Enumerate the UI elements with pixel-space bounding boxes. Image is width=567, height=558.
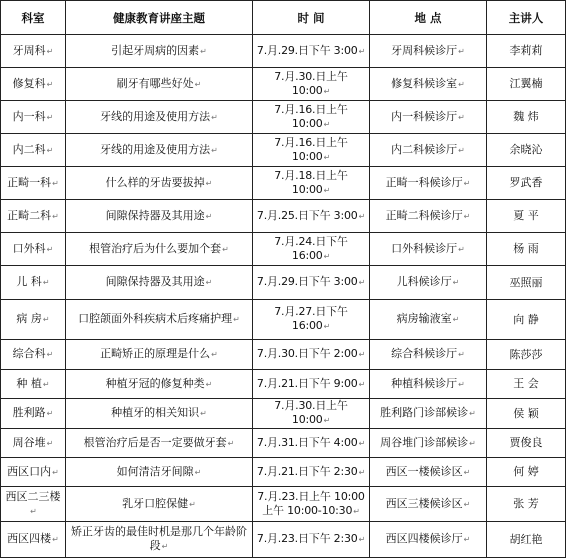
time-cell-text: 7.月.29.日下午 3:00	[256, 43, 358, 57]
speaker-cell-text: 何 婷	[513, 465, 539, 478]
header-time: 时 间	[253, 1, 370, 35]
speaker-cell	[487, 134, 566, 167]
topic-cell	[66, 266, 253, 300]
paragraph-mark-icon: ↵	[194, 467, 202, 477]
speaker-cell-text: 罗武香	[509, 176, 543, 189]
dept-cell	[1, 167, 66, 200]
paragraph-mark-icon: ↵	[161, 542, 169, 551]
header-dept: 科室	[1, 1, 66, 35]
paragraph-mark-icon: ↵	[358, 467, 366, 477]
paragraph-mark-icon: ↵	[458, 350, 465, 359]
paragraph-mark-icon: ↵	[30, 506, 37, 516]
speaker-cell	[487, 429, 566, 458]
time-cell	[253, 35, 370, 68]
topic-cell	[66, 200, 253, 233]
dept-cell-text: 牙周科	[12, 43, 46, 57]
topic-cell-text: 牙线的用途及使用方法	[100, 109, 211, 123]
topic-cell	[66, 134, 253, 167]
table-row	[1, 487, 566, 522]
speaker-cell-text: 王 会	[513, 377, 539, 390]
paragraph-mark-icon: ↵	[323, 119, 331, 129]
paragraph-mark-icon: ↵	[458, 112, 465, 122]
time-cell-text: 7.月.30.日上午 10:00	[274, 69, 348, 97]
table-row	[1, 68, 566, 101]
speaker-cell	[487, 522, 566, 558]
time-cell-text: 7.月.31.日下午 4:00	[256, 435, 358, 449]
paragraph-mark-icon: ↵	[46, 46, 54, 56]
paragraph-mark-icon: ↵	[323, 152, 331, 162]
place-cell	[370, 300, 487, 340]
topic-cell	[66, 487, 253, 522]
topic-cell	[66, 233, 253, 266]
paragraph-mark-icon: ↵	[200, 409, 207, 418]
topic-cell	[66, 101, 253, 134]
place-cell-text: 西区三楼候诊区	[385, 496, 463, 510]
header-topic: 健康教育讲座主题	[66, 1, 253, 35]
dept-cell-text: 种 植	[16, 376, 42, 390]
topic-cell-text: 根管治疗后是否一定要做牙套	[83, 435, 227, 449]
place-cell	[370, 266, 487, 300]
paragraph-mark-icon: ↵	[469, 438, 476, 448]
paragraph-mark-icon: ↵	[463, 535, 471, 544]
place-cell-text: 种植科候诊厅	[391, 376, 458, 390]
paragraph-mark-icon: ↵	[46, 244, 54, 254]
dept-cell	[1, 101, 66, 134]
dept-cell-text: 西区四楼	[7, 532, 52, 545]
time-cell-text: 7.月.30.日上午 10:00	[274, 399, 348, 426]
time-cell-text: 7.月.16.日上午 10:00	[274, 102, 348, 130]
paragraph-mark-icon: ↵	[358, 46, 366, 56]
time-cell-text: 7.月.16.日上午 10:00	[274, 135, 348, 163]
time-cell	[253, 200, 370, 233]
speaker-cell-text: 巫照丽	[509, 275, 543, 289]
speaker-cell-text: 夏 平	[513, 209, 539, 222]
place-cell-text: 口外科候诊厅	[391, 241, 458, 255]
topic-cell	[66, 167, 253, 200]
time-cell-text: 7.月.21.日下午 2:30	[256, 464, 358, 478]
time-cell-text: 7.月.25.日下午 3:00	[256, 208, 358, 222]
paragraph-mark-icon: ↵	[458, 145, 465, 155]
dept-cell	[1, 399, 66, 429]
time-cell	[253, 399, 370, 429]
table-row	[1, 101, 566, 134]
topic-cell-text: 刷牙有哪些好处	[116, 76, 194, 90]
dept-cell	[1, 200, 66, 233]
place-cell	[370, 101, 487, 134]
paragraph-mark-icon: ↵	[205, 379, 213, 389]
topic-cell	[66, 399, 253, 429]
time-cell	[253, 266, 370, 300]
paragraph-mark-icon: ↵	[323, 416, 331, 425]
place-cell	[370, 458, 487, 487]
paragraph-mark-icon: ↵	[463, 499, 471, 509]
paragraph-mark-icon: ↵	[205, 178, 213, 188]
paragraph-mark-icon: ↵	[358, 535, 366, 544]
paragraph-mark-icon: ↵	[46, 409, 54, 418]
place-cell-text: 修复科候诊室	[391, 76, 458, 90]
paragraph-mark-icon: ↵	[323, 251, 331, 261]
time-cell	[253, 458, 370, 487]
table-row	[1, 35, 566, 68]
paragraph-mark-icon: ↵	[323, 86, 331, 96]
speaker-cell-text: 贾俊良	[509, 436, 543, 449]
time-cell	[253, 233, 370, 266]
place-cell-text: 正畸一科候诊厅	[385, 175, 463, 189]
time-cell-text: 7.月.23.日上午 10:00上午 10:00-10:30	[257, 489, 365, 517]
dept-cell	[1, 370, 66, 399]
topic-cell-text: 引起牙周病的因素	[111, 43, 200, 57]
dept-cell-text: 西区二三楼	[5, 489, 61, 503]
table-row	[1, 399, 566, 429]
place-cell-text: 病房输液室	[396, 312, 452, 325]
time-cell	[253, 134, 370, 167]
paragraph-mark-icon: ↵	[452, 278, 460, 287]
place-cell	[370, 233, 487, 266]
paragraph-mark-icon: ↵	[227, 438, 235, 448]
table-row	[1, 233, 566, 266]
speaker-cell	[487, 370, 566, 399]
time-cell	[253, 300, 370, 340]
table-row	[1, 458, 566, 487]
place-cell-text: 西区四楼候诊厅	[385, 532, 463, 545]
time-cell	[253, 487, 370, 522]
paragraph-mark-icon: ↵	[358, 438, 366, 448]
dept-cell-text: 内二科	[12, 142, 46, 156]
dept-cell	[1, 458, 66, 487]
time-cell	[253, 167, 370, 200]
speaker-cell-text: 张 芳	[513, 497, 539, 510]
paragraph-mark-icon: ↵	[52, 178, 59, 188]
paragraph-mark-icon: ↵	[200, 46, 207, 56]
speaker-cell-text: 余晓沁	[509, 143, 543, 156]
table-row	[1, 340, 566, 370]
time-cell-text: 7.月.27.日下午 16:00	[274, 305, 348, 332]
place-cell-text: 牙周科候诊厅	[391, 43, 458, 57]
speaker-cell	[487, 200, 566, 233]
paragraph-mark-icon: ↵	[358, 211, 366, 221]
table-row	[1, 266, 566, 300]
time-cell	[253, 429, 370, 458]
dept-cell-text: 正畸二科	[7, 208, 52, 222]
paragraph-mark-icon: ↵	[194, 79, 202, 89]
header-speaker: 主讲人	[487, 1, 566, 35]
place-cell-text: 儿科候诊厅	[396, 275, 452, 288]
topic-cell-text: 间隙保持器及其用途	[105, 208, 205, 222]
dept-cell-text: 儿 科	[16, 275, 42, 288]
dept-cell	[1, 68, 66, 101]
speaker-cell	[487, 35, 566, 68]
topic-cell	[66, 458, 253, 487]
paragraph-mark-icon: ↵	[52, 467, 59, 477]
paragraph-mark-icon: ↵	[46, 112, 54, 122]
topic-cell	[66, 68, 253, 101]
place-cell	[370, 522, 487, 558]
dept-cell	[1, 233, 66, 266]
header-row	[1, 1, 566, 35]
table-row	[1, 134, 566, 167]
time-cell	[253, 340, 370, 370]
paragraph-mark-icon: ↵	[458, 46, 465, 56]
table-row	[1, 522, 566, 558]
paragraph-mark-icon: ↵	[458, 79, 465, 89]
paragraph-mark-icon: ↵	[46, 79, 54, 89]
speaker-cell-text: 陈莎莎	[509, 347, 543, 361]
dept-cell	[1, 134, 66, 167]
place-cell	[370, 370, 487, 399]
time-cell	[253, 370, 370, 399]
paragraph-mark-icon: ↵	[46, 438, 54, 448]
topic-cell-text: 什么样的牙齿要拔掉	[105, 175, 205, 189]
topic-cell	[66, 429, 253, 458]
place-cell-text: 周谷堆门诊部候诊	[380, 435, 469, 449]
time-cell	[253, 101, 370, 134]
speaker-cell	[487, 487, 566, 522]
dept-cell	[1, 300, 66, 340]
dept-cell	[1, 522, 66, 558]
topic-cell	[66, 522, 253, 558]
place-cell-text: 内二科候诊厅	[391, 142, 458, 156]
topic-cell-text: 种植牙的相关知识	[111, 406, 200, 419]
place-cell-text: 胜利路门诊部候诊	[380, 406, 469, 419]
speaker-cell-text: 江翼楠	[509, 77, 543, 90]
paragraph-mark-icon: ↵	[205, 211, 213, 221]
place-cell	[370, 200, 487, 233]
paragraph-mark-icon: ↵	[42, 379, 50, 389]
place-cell-text: 正畸二科候诊厅	[385, 208, 463, 222]
time-cell-text: 7.月.30.日下午 2:00	[256, 347, 358, 360]
speaker-cell	[487, 399, 566, 429]
paragraph-mark-icon: ↵	[463, 467, 471, 477]
dept-cell	[1, 35, 66, 68]
place-cell	[370, 167, 487, 200]
speaker-cell	[487, 300, 566, 340]
paragraph-mark-icon: ↵	[42, 315, 50, 324]
topic-cell-text: 口腔颌面外科疾病术后疼痛护理	[78, 312, 233, 325]
topic-cell-text: 乳牙口腔保健	[122, 496, 189, 510]
paragraph-mark-icon: ↵	[233, 315, 240, 324]
dept-cell	[1, 487, 66, 522]
topic-cell-text: 矫正牙齿的最佳时机是那几个年龄阶段	[71, 525, 247, 552]
paragraph-mark-icon: ↵	[463, 178, 471, 188]
speaker-cell	[487, 340, 566, 370]
place-cell	[370, 487, 487, 522]
paragraph-mark-icon: ↵	[52, 535, 59, 544]
table-row	[1, 429, 566, 458]
header-place: 地 点	[370, 1, 487, 35]
schedule-body	[1, 35, 566, 558]
time-cell	[253, 68, 370, 101]
paragraph-mark-icon: ↵	[46, 350, 54, 359]
time-cell-text: 7.月.29.日下午 3:00	[256, 275, 358, 288]
speaker-cell-text: 李莉莉	[509, 44, 543, 57]
topic-cell-text: 牙线的用途及使用方法	[100, 142, 211, 156]
place-cell-text: 西区一楼候诊区	[385, 464, 463, 478]
topic-cell	[66, 300, 253, 340]
paragraph-mark-icon: ↵	[458, 244, 465, 254]
table-row	[1, 300, 566, 340]
dept-cell-text: 胜利路	[12, 406, 46, 419]
paragraph-mark-icon: ↵	[323, 185, 331, 195]
dept-cell-text: 西区口内	[7, 464, 52, 478]
dept-cell-text: 修复科	[12, 76, 46, 90]
dept-cell-text: 周谷堆	[12, 435, 46, 449]
paragraph-mark-icon: ↵	[211, 350, 218, 359]
place-cell	[370, 399, 487, 429]
dept-cell	[1, 266, 66, 300]
place-cell-text: 综合科候诊厅	[391, 347, 458, 360]
paragraph-mark-icon: ↵	[205, 278, 213, 287]
dept-cell-text: 综合科	[12, 347, 46, 360]
speaker-cell	[487, 68, 566, 101]
speaker-cell	[487, 266, 566, 300]
topic-cell	[66, 35, 253, 68]
time-cell	[253, 522, 370, 558]
dept-cell-text: 内一科	[12, 109, 46, 123]
paragraph-mark-icon: ↵	[211, 145, 218, 155]
dept-cell-text: 正畸一科	[7, 175, 52, 189]
speaker-cell-text: 侯 颖	[513, 406, 539, 420]
speaker-cell	[487, 233, 566, 266]
paragraph-mark-icon: ↵	[46, 145, 54, 155]
speaker-cell-text: 魏 炜	[513, 110, 539, 123]
place-cell	[370, 134, 487, 167]
paragraph-mark-icon: ↵	[469, 409, 476, 418]
paragraph-mark-icon: ↵	[353, 506, 360, 516]
speaker-cell	[487, 167, 566, 200]
speaker-cell-text: 杨 雨	[513, 242, 539, 255]
paragraph-mark-icon: ↵	[211, 112, 218, 122]
place-cell	[370, 429, 487, 458]
speaker-cell-text: 向 静	[513, 312, 539, 326]
topic-cell-text: 如何清洁牙间隙	[116, 464, 194, 478]
topic-cell-text: 间隙保持器及其用途	[105, 275, 205, 288]
place-cell	[370, 340, 487, 370]
topic-cell-text: 根管治疗后为什么要加个套	[89, 241, 222, 255]
paragraph-mark-icon: ↵	[358, 379, 366, 389]
dept-cell-text: 口外科	[12, 241, 46, 255]
table-row	[1, 200, 566, 233]
speaker-cell-text: 胡红艳	[509, 532, 543, 546]
paragraph-mark-icon: ↵	[358, 350, 366, 359]
topic-cell-text: 种植牙冠的修复种类	[105, 376, 205, 390]
table-row	[1, 167, 566, 200]
paragraph-mark-icon: ↵	[189, 499, 196, 509]
topic-cell-text: 正畸矫正的原理是什么	[100, 347, 211, 360]
topic-cell	[66, 340, 253, 370]
time-cell-text: 7.月.23.日下午 2:30	[256, 532, 358, 545]
paragraph-mark-icon: ↵	[42, 278, 50, 287]
paragraph-mark-icon: ↵	[358, 278, 366, 287]
dept-cell	[1, 340, 66, 370]
paragraph-mark-icon: ↵	[52, 211, 59, 221]
place-cell	[370, 35, 487, 68]
place-cell	[370, 68, 487, 101]
topic-cell	[66, 370, 253, 399]
paragraph-mark-icon: ↵	[222, 244, 229, 254]
time-cell-text: 7.月.21.日下午 9:00	[256, 376, 358, 390]
paragraph-mark-icon: ↵	[458, 379, 465, 389]
time-cell-text: 7.月.18.日上午 10:00	[274, 168, 348, 196]
paragraph-mark-icon: ↵	[323, 322, 331, 331]
table-row	[1, 370, 566, 399]
time-cell-text: 7.月.24.日下午 16:00	[274, 234, 348, 262]
speaker-cell	[487, 458, 566, 487]
place-cell-text: 内一科候诊厅	[391, 109, 458, 123]
speaker-cell	[487, 101, 566, 134]
paragraph-mark-icon: ↵	[463, 211, 471, 221]
paragraph-mark-icon: ↵	[452, 315, 460, 324]
dept-cell-text: 病 房	[16, 312, 42, 325]
dept-cell	[1, 429, 66, 458]
